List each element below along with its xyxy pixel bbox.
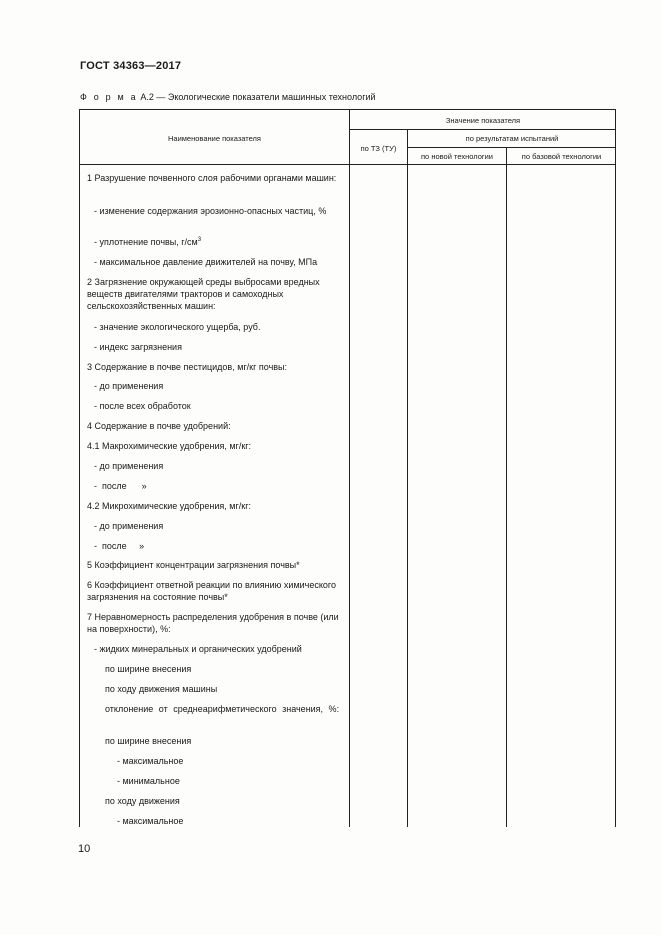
col-divider-1 (349, 110, 350, 827)
row-7-1: - жидких минеральных и органических удобрений (94, 644, 302, 654)
page-number: 10 (78, 843, 91, 855)
row-7-2-2: по ходу движения (105, 796, 180, 806)
col-divider-2 (407, 130, 408, 827)
row-3: 3 Содержание в почве пестицидов, мг/кг почвы: (87, 362, 288, 372)
form-title (80, 92, 376, 102)
col-divider-3 (506, 147, 507, 827)
row-7-2: отклонение от среднеарифметического значения, %: (105, 704, 340, 714)
form-label: Ф о р м а (80, 92, 138, 102)
header-rule-2 (407, 147, 616, 148)
row-3-2: - после всех обработок (94, 401, 191, 411)
row-7: 7 Неравномерность распределения удобрения в почве (или на поверхности), %: (87, 612, 339, 634)
row-7-2-1-max: - максимальное (117, 756, 184, 766)
header-tz: по ТЗ (ТУ) (360, 144, 397, 153)
row-1-2-text: - уплотнение почвы, г/см (94, 237, 198, 247)
row-5: 5 Коэффициент концентрации загрязнения почвы* (87, 560, 300, 570)
header-rule-1 (349, 129, 616, 130)
header-name: Наименование показателя (168, 134, 261, 143)
header-rule-3 (80, 164, 616, 165)
row-3-1: - до применения (94, 381, 164, 391)
row-7-1-2: по ходу движения машины (105, 684, 218, 694)
row-2: 2 Загрязнение окружающей среды выбросами вредных веществ двигателями тракторов и самоходных сельскохозяйственных машин: (87, 277, 320, 311)
row-7-1-1: по ширине внесения (105, 664, 192, 674)
row-1-3: - максимальное давление движителей на почву, МПа (94, 257, 318, 267)
row-6: 6 Коэффициент ответной реакции по влиянию химического загрязнения на состояние почвы* (87, 580, 336, 602)
row-4-2-2: - после » (94, 541, 145, 551)
indicators-table (79, 109, 616, 827)
header-results: по результатам испытаний (465, 134, 559, 143)
row-4-2-1: - до применения (94, 521, 164, 531)
row-4-1: 4.1 Макрохимические удобрения, мг/кг: (87, 441, 252, 451)
row-2-1: - значение экологического ущерба, руб. (94, 322, 261, 332)
row-4-1-1: - до применения (94, 461, 164, 471)
row-2-2: - индекс загрязнения (94, 342, 182, 352)
row-4: 4 Содержание в почве удобрений: (87, 421, 231, 431)
row-4-2: 4.2 Микрохимические удобрения, мг/кг: (87, 501, 251, 511)
row-1: 1 Разрушение почвенного слоя рабочими органами машин: (87, 173, 337, 183)
row-1-2-sup: 3 (197, 237, 202, 243)
header-value: Значение показателя (445, 116, 521, 125)
row-7-2-2-max: - максимальное (117, 816, 184, 826)
header-base: по базовой технологии (521, 152, 602, 161)
document-code: ГОСТ 34363—2017 (80, 60, 182, 72)
row-4-1-2: - после » (94, 481, 147, 491)
row-7-2-1: по ширине внесения (105, 736, 192, 746)
row-1-1: - изменение содержания эрозионно-опасных частиц, % (94, 206, 327, 216)
header-new: по новой технологии (421, 152, 493, 161)
form-title-text: А.2 — Экологические показатели машинных технологий (137, 92, 376, 102)
row-1-2 (87, 236, 201, 248)
row-7-2-1-min: - минимальное (117, 776, 180, 786)
